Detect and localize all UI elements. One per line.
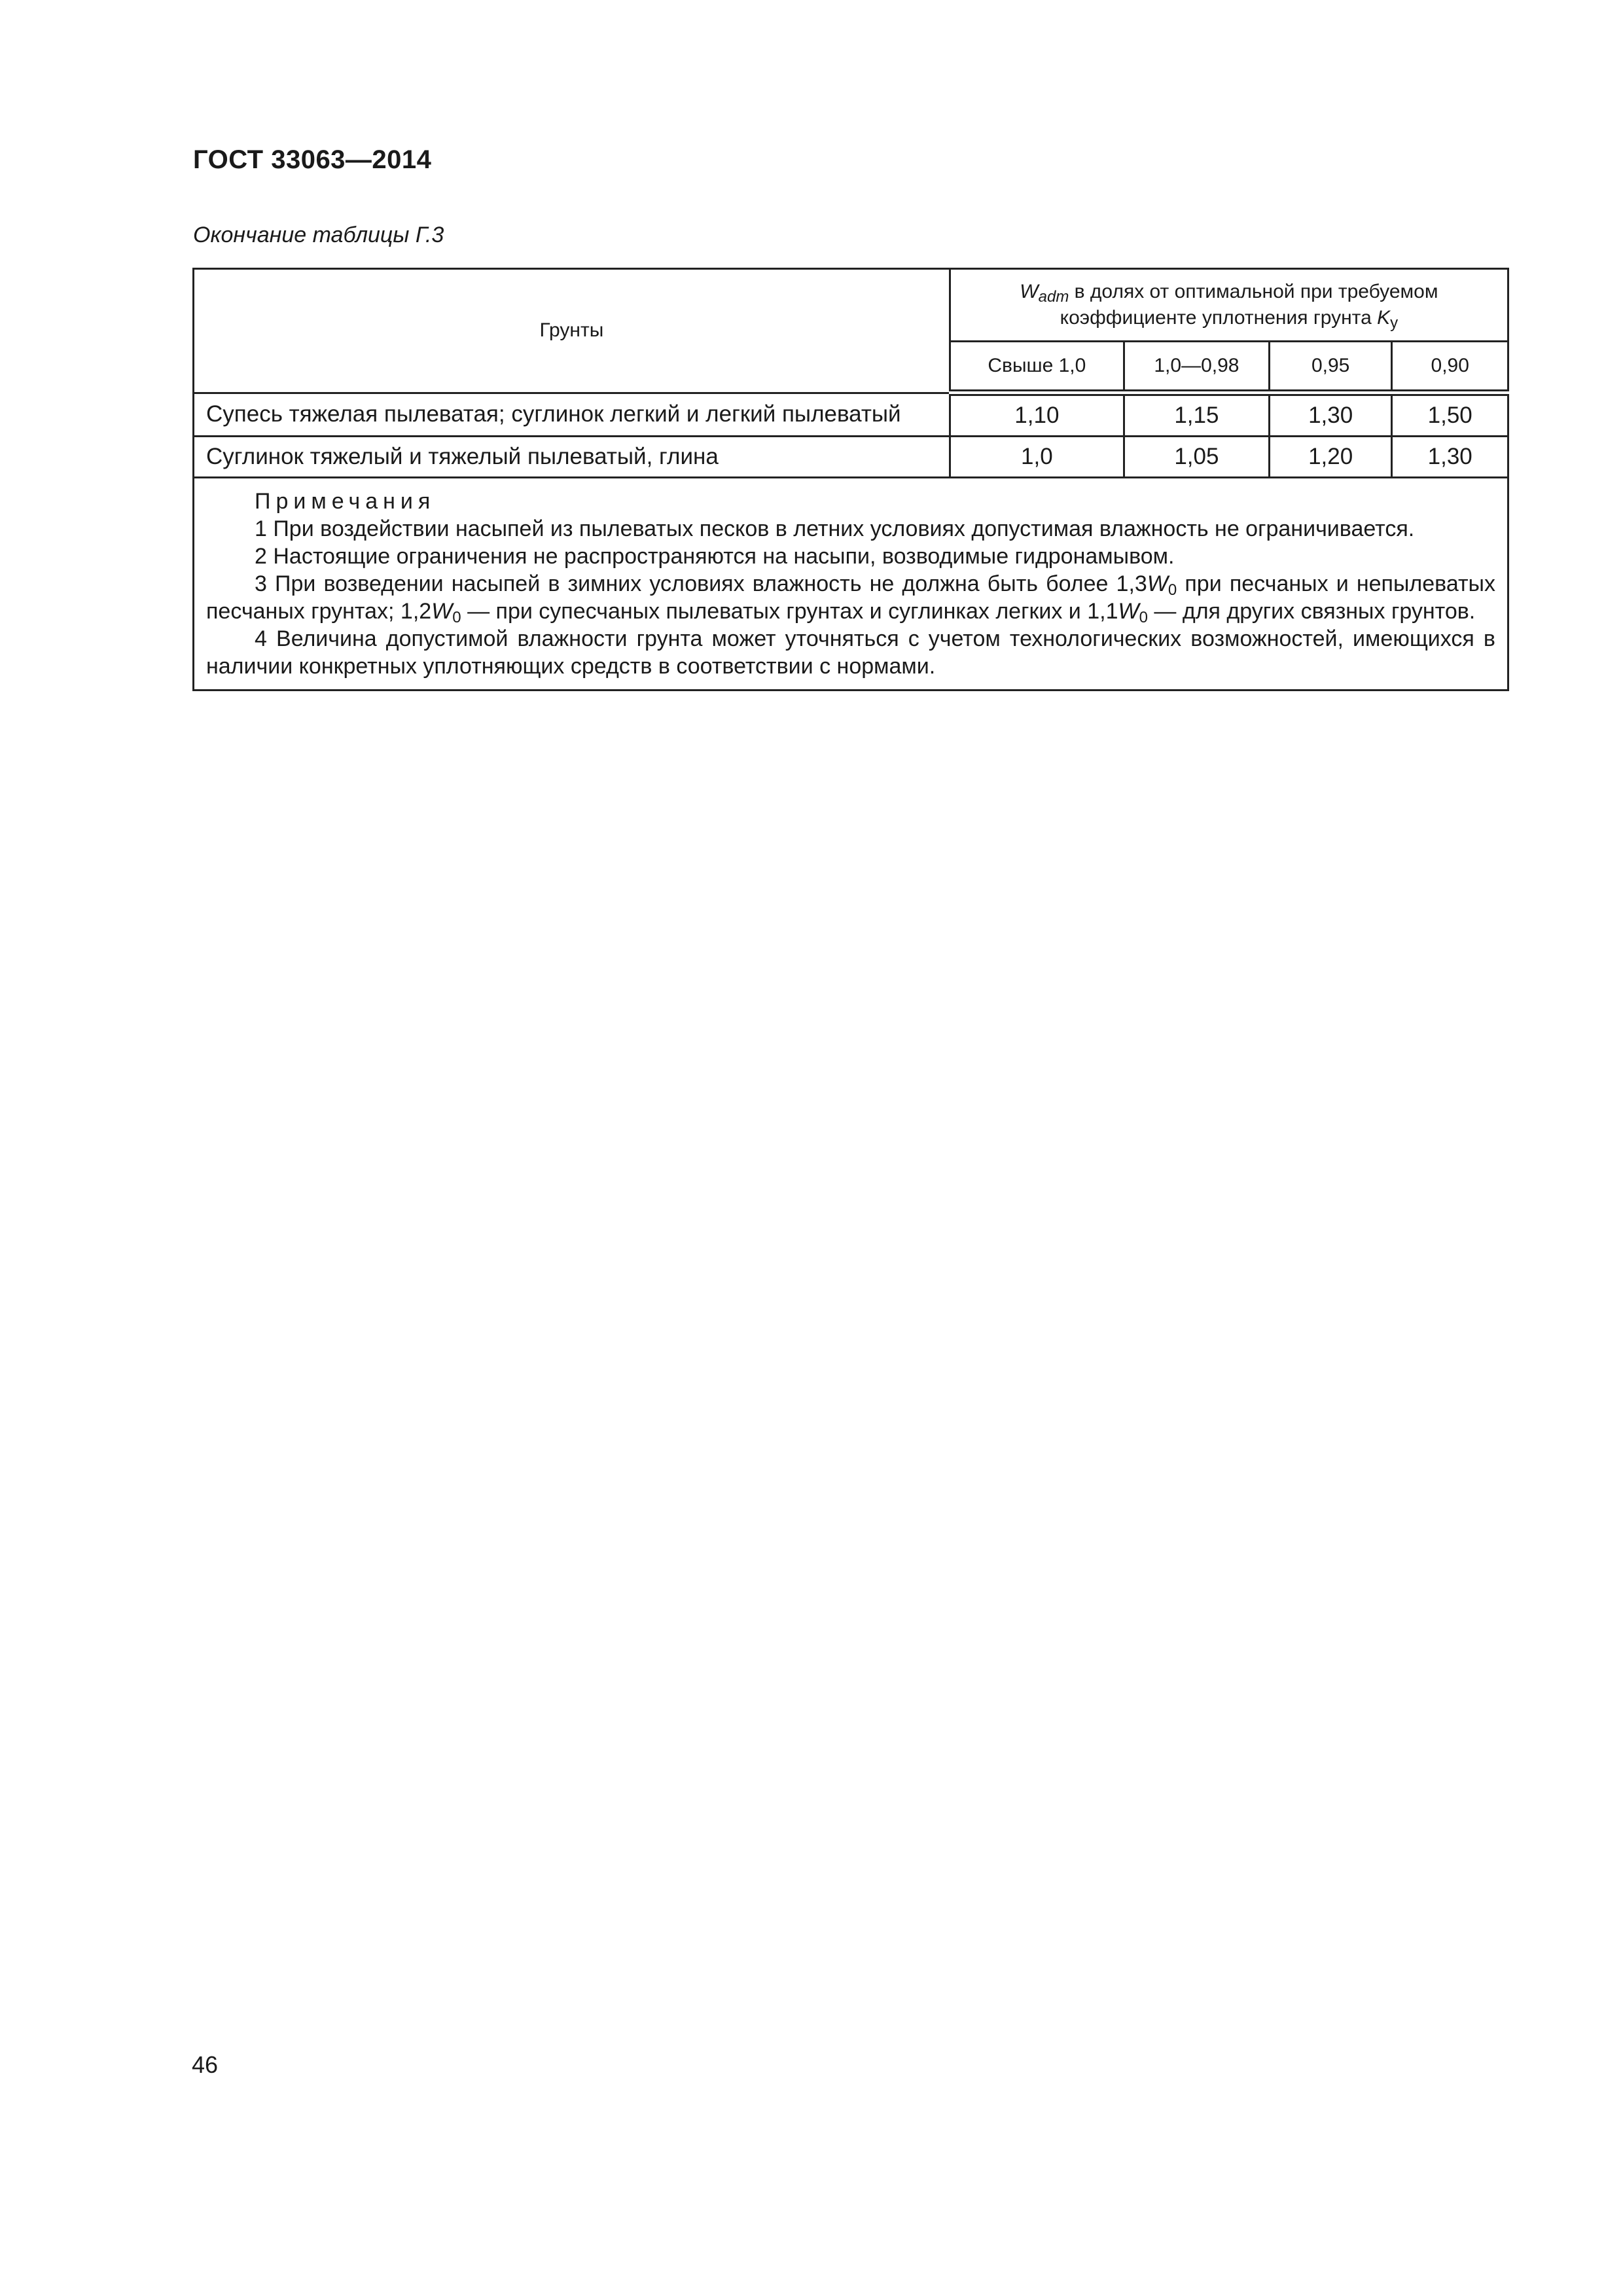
w-subscript: adm — [1038, 288, 1069, 306]
soil-moisture-table — [192, 268, 1509, 691]
header-moisture-group — [950, 269, 1508, 342]
table-row — [194, 437, 1508, 478]
note-3 — [206, 570, 1495, 625]
value-cell: 1,30 — [1392, 437, 1508, 478]
value-cell: 1,30 — [1269, 393, 1392, 437]
table-row — [194, 393, 1508, 437]
table-caption: Окончание таблицы Г.3 — [193, 223, 444, 247]
note-3-part3: — при супесчаных пылеватых грунтах и суглинках легких и 1,1 — [461, 599, 1118, 624]
note-3-part2: при песчаных и непылеватых песчаных грунтах; 1,2 — [206, 571, 1495, 624]
group-header-line2: коэффициенте уплотнения грунта — [1060, 307, 1378, 329]
w0-subscript: 0 — [1168, 581, 1177, 599]
notes-title: Примечания — [255, 489, 436, 514]
header-soils-label: Грунты — [539, 319, 604, 342]
page-number: 46 — [192, 2051, 219, 2078]
header-soils — [194, 269, 950, 393]
value-cell: 1,0 — [950, 437, 1124, 478]
notes-row — [194, 478, 1508, 691]
note-1: 1 При воздействии насыпей из пылеватых песков в летних условиях допустимая влажность не ограничивается. — [255, 516, 1415, 541]
k-subscript: у — [1390, 314, 1399, 332]
subheader-cell: 1,0—0,98 — [1124, 342, 1269, 393]
w-symbol: W — [1020, 281, 1039, 302]
w0-subscript: 0 — [452, 609, 461, 626]
soil-name-cell: Супесь тяжелая пылеватая; суглинок легкий и легкий пылеватый — [194, 393, 950, 437]
soil-name-cell: Суглинок тяжелый и тяжелый пылеватый, глина — [194, 437, 950, 478]
document-header: ГОСТ 33063—2014 — [193, 145, 432, 174]
note-3-part4: — для других связных грунтов. — [1147, 599, 1476, 624]
subheader-cell: 0,90 — [1392, 342, 1508, 393]
note-2: 2 Настоящие ограничения не распространяются на насыпи, возводимые гидронамывом. — [255, 544, 1175, 569]
note-3-part1: 3 При возведении насыпей в зимних условиях влажность не должна быть более 1,3 — [255, 571, 1147, 596]
value-cell: 1,20 — [1269, 437, 1392, 478]
subheader-cell: 0,95 — [1269, 342, 1392, 393]
w0-symbol: W — [1118, 599, 1139, 624]
table-header-row — [194, 269, 1508, 342]
value-cell: 1,50 — [1392, 393, 1508, 437]
note-4: 4 Величина допустимой влажности грунта может уточняться с учетом технологических возможностей, имеющихся в наличии конкретных уплотняющих средств в соответствии с нормами. — [206, 626, 1495, 679]
k-symbol: K — [1377, 307, 1391, 329]
value-cell: 1,15 — [1124, 393, 1269, 437]
subheader-cell: Свыше 1,0 — [950, 342, 1124, 393]
w0-symbol: W — [431, 599, 453, 624]
notes-cell — [194, 478, 1508, 691]
value-cell: 1,10 — [950, 393, 1124, 437]
w0-subscript: 0 — [1139, 609, 1148, 626]
group-header-line1: в долях от оптимальной при требуемом — [1069, 281, 1438, 302]
w0-symbol: W — [1147, 571, 1168, 596]
value-cell: 1,05 — [1124, 437, 1269, 478]
